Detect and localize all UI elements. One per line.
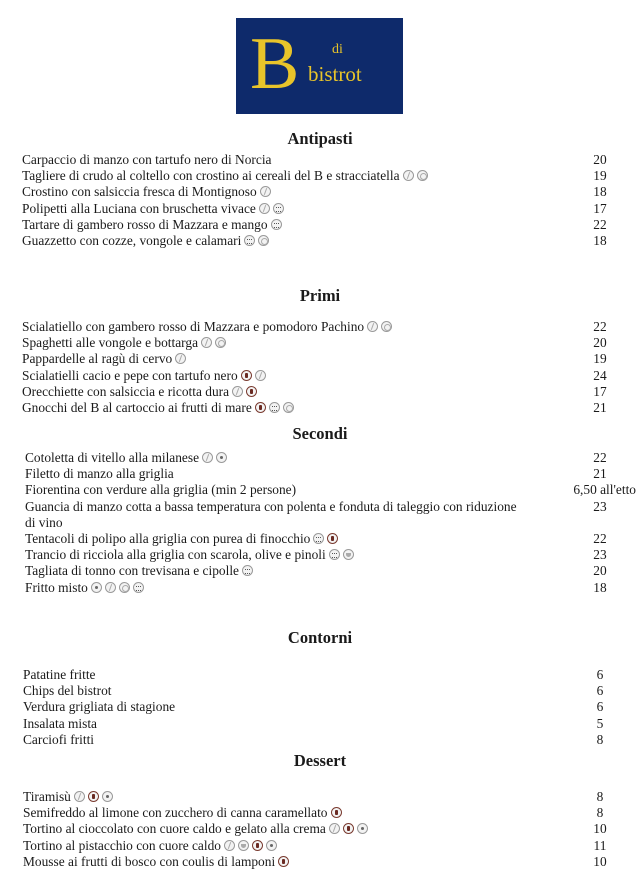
nut-icon — [238, 840, 249, 851]
menu-item — [0, 805, 640, 821]
egg-icon — [357, 823, 368, 834]
bistrot-logo — [236, 18, 403, 114]
menu-item — [0, 384, 640, 400]
item-price: 6 — [596, 667, 604, 682]
menu-item — [0, 716, 640, 732]
item-name-wrap — [25, 466, 174, 482]
menu-item — [0, 563, 640, 579]
item-name: Tartare di gambero rosso di Mazzara e mango — [22, 216, 268, 232]
item-price: 22 — [593, 216, 607, 232]
item-name-wrap — [22, 368, 266, 384]
menu-item — [0, 351, 640, 367]
item-name-wrap — [25, 531, 338, 547]
section-title: Antipasti — [287, 129, 353, 148]
menu-item — [0, 854, 640, 870]
mollusc-icon — [215, 337, 226, 348]
item-price: 18 — [593, 184, 607, 200]
item-price: 21 — [593, 400, 607, 416]
item-name: Fritto misto — [25, 579, 88, 595]
item-name: Tagliere di crudo al coltello con crostino ai cereali del B e stracciatella — [22, 168, 400, 184]
item-name: Tagliata di tonno con trevisana e cipolle — [25, 563, 239, 579]
menu-item — [0, 233, 640, 249]
item-name-wrap — [22, 384, 257, 400]
item-price: 11 — [593, 837, 607, 853]
menu-item — [0, 789, 640, 805]
menu-item — [0, 667, 640, 683]
item-price: 18 — [593, 233, 607, 249]
item-name: Orecchiette con salsiccia e ricotta dura — [22, 383, 230, 399]
logo-letter: B — [250, 23, 300, 105]
item-name-wrap — [23, 821, 368, 837]
menu-item — [0, 217, 640, 233]
dairy-icon — [246, 386, 257, 397]
item-name-wrap — [23, 805, 342, 821]
item-name: Carpaccio di manzo con tartufo nero di Norcia — [22, 152, 272, 167]
item-price: 24 — [593, 367, 607, 383]
item-price: 5 — [596, 715, 604, 731]
item-name: Patatine fritte — [23, 667, 96, 682]
item-name: Verdura grigliata di stagione — [23, 699, 176, 715]
item-price: 19 — [593, 351, 607, 367]
fish-icon — [329, 549, 340, 560]
item-name-wrap — [25, 482, 296, 498]
item-name: Cotoletta di vitello alla milanese — [25, 450, 200, 465]
menu-item — [0, 368, 640, 384]
gluten-icon — [175, 353, 186, 364]
egg-icon — [102, 791, 113, 802]
menu-item — [0, 400, 640, 416]
item-name-wrap — [23, 732, 94, 748]
item-price: 23 — [593, 498, 607, 514]
item-price: 8 — [596, 789, 604, 804]
item-name: Pappardelle al ragù di cervo — [22, 351, 173, 367]
item-price: 22 — [593, 531, 607, 547]
item-name: Insalata mista — [23, 715, 97, 731]
mollusc-icon — [283, 402, 294, 413]
menu-item — [0, 580, 640, 596]
menu-item — [0, 466, 640, 482]
fish-icon — [313, 533, 324, 544]
item-list — [0, 667, 640, 748]
menu-item — [0, 683, 640, 699]
menu-item — [0, 499, 640, 531]
dairy-icon — [331, 807, 342, 818]
item-price: 6 — [596, 699, 604, 715]
item-name: Mousse ai frutti di bosco con coulis di lamponi — [23, 853, 276, 869]
item-price: 20 — [593, 152, 607, 167]
item-name-wrap — [25, 450, 227, 466]
menu-item — [0, 699, 640, 715]
item-price: 18 — [593, 579, 607, 595]
item-list — [0, 789, 640, 870]
gluten-icon — [403, 170, 414, 181]
gluten-icon — [367, 321, 378, 332]
menu-item — [0, 152, 640, 168]
item-name: Scialatiello con gambero rosso di Mazzara e pomodoro Pachino — [22, 319, 365, 334]
item-name-wrap — [22, 233, 269, 249]
item-name-wrap — [23, 667, 96, 683]
mollusc-icon — [258, 235, 269, 246]
item-price: 21 — [593, 466, 607, 482]
item-name: Scialatielli cacio e pepe con tartufo nero — [22, 367, 238, 383]
item-name-wrap — [23, 699, 175, 715]
menu-item — [0, 319, 640, 335]
gluten-icon — [201, 337, 212, 348]
item-name-wrap — [22, 319, 392, 335]
dairy-icon — [343, 823, 354, 834]
item-name: Guazzetto con cozze, vongole e calamari — [22, 233, 242, 249]
item-name-wrap — [22, 335, 226, 351]
gluten-icon — [260, 186, 271, 197]
section-title: Dessert — [293, 751, 347, 770]
fish-icon — [133, 582, 144, 593]
item-name-wrap — [23, 854, 289, 870]
item-name: Gnocchi del B al cartoccio ai frutti di mare — [22, 400, 252, 416]
item-name-wrap — [22, 201, 284, 217]
logo-name: bistrot — [308, 62, 362, 86]
item-list — [0, 319, 640, 416]
gluten-icon — [74, 791, 85, 802]
item-list — [0, 450, 640, 596]
item-name: Carciofi fritti — [23, 731, 95, 747]
fish-icon — [273, 203, 284, 214]
fish-icon — [244, 235, 255, 246]
egg-icon — [266, 840, 277, 851]
item-name: Crostino con salsiccia fresca di Montignoso — [22, 184, 257, 200]
item-name-wrap — [22, 217, 282, 233]
fish-icon — [271, 219, 282, 230]
menu-item — [0, 821, 640, 837]
item-name-wrap — [23, 683, 112, 699]
item-name-wrap — [22, 351, 186, 367]
egg-icon — [216, 452, 227, 463]
item-name-wrap — [25, 547, 354, 563]
item-price: 10 — [593, 853, 607, 869]
gluten-icon — [105, 582, 116, 593]
nut-icon — [343, 549, 354, 560]
item-price: 22 — [593, 319, 607, 334]
item-price: 20 — [593, 335, 607, 351]
item-name: Spaghetti alle vongole e bottarga — [22, 335, 199, 351]
menu-item — [0, 531, 640, 547]
menu-item — [0, 184, 640, 200]
item-name-wrap — [23, 789, 113, 805]
item-price: 6,50 all'etto — [573, 482, 636, 498]
menu-item — [0, 335, 640, 351]
dairy-icon — [252, 840, 263, 851]
item-price: 17 — [593, 200, 607, 216]
menu-item — [0, 168, 640, 184]
gluten-icon — [329, 823, 340, 834]
item-name-wrap — [23, 716, 97, 732]
item-name: Trancio di ricciola alla griglia con scarola, olive e pinoli — [25, 547, 326, 563]
item-name: Tortino al cioccolato con cuore caldo e gelato alla crema — [23, 821, 326, 837]
item-name: Fiorentina con verdure alla griglia (min 2 persone) — [25, 482, 297, 498]
logo-di: di — [332, 42, 343, 57]
item-list — [0, 152, 640, 249]
item-price: 22 — [593, 450, 607, 465]
egg-icon — [91, 582, 102, 593]
item-name-wrap — [22, 168, 428, 184]
section-title: Primi — [299, 286, 341, 305]
menu-item — [0, 838, 640, 854]
item-name-wrap — [22, 184, 271, 200]
section-title: Contorni — [287, 628, 353, 647]
gluten-icon — [224, 840, 235, 851]
gluten-icon — [202, 452, 213, 463]
item-name-wrap — [25, 580, 144, 596]
section-title: Secondi — [292, 424, 348, 443]
item-price: 6 — [596, 683, 604, 699]
item-name: Tiramisù — [23, 789, 71, 804]
item-name-wrap — [25, 499, 525, 531]
item-price: 23 — [593, 547, 607, 563]
item-name: Tentacoli di polipo alla griglia con purea di finocchio — [25, 531, 311, 547]
mollusc-icon — [119, 582, 130, 593]
gluten-icon — [259, 203, 270, 214]
menu-item — [0, 450, 640, 466]
item-name-wrap — [25, 563, 253, 579]
item-price: 17 — [593, 383, 607, 399]
gluten-icon — [255, 370, 266, 381]
item-name: Polipetti alla Luciana con bruschetta vivace — [22, 200, 256, 216]
item-name: Filetto di manzo alla griglia — [25, 466, 174, 482]
dairy-icon — [255, 402, 266, 413]
menu-item — [0, 201, 640, 217]
mollusc-icon — [417, 170, 428, 181]
item-name: Guancia di manzo cotta a bassa temperatura con polenta e fonduta di taleggio con riduzione di vino — [25, 498, 517, 530]
item-name-wrap — [22, 400, 294, 416]
item-name-wrap — [23, 838, 277, 854]
dairy-icon — [327, 533, 338, 544]
item-name: Tortino al pistacchio con cuore caldo — [23, 837, 221, 853]
item-price: 19 — [593, 168, 607, 184]
dairy-icon — [278, 856, 289, 867]
item-price: 20 — [593, 563, 607, 579]
gluten-icon — [232, 386, 243, 397]
item-name: Chips del bistrot — [23, 683, 112, 699]
menu-item — [0, 732, 640, 748]
item-price: 8 — [596, 731, 604, 747]
item-name-wrap — [22, 152, 272, 168]
item-price: 8 — [596, 805, 604, 821]
dairy-icon — [241, 370, 252, 381]
dairy-icon — [88, 791, 99, 802]
item-price: 10 — [593, 821, 607, 837]
menu-item — [0, 482, 640, 498]
menu-item — [0, 547, 640, 563]
item-name: Semifreddo al limone con zucchero di canna caramellato — [23, 805, 328, 821]
mollusc-icon — [381, 321, 392, 332]
fish-icon — [242, 565, 253, 576]
fish-icon — [269, 402, 280, 413]
